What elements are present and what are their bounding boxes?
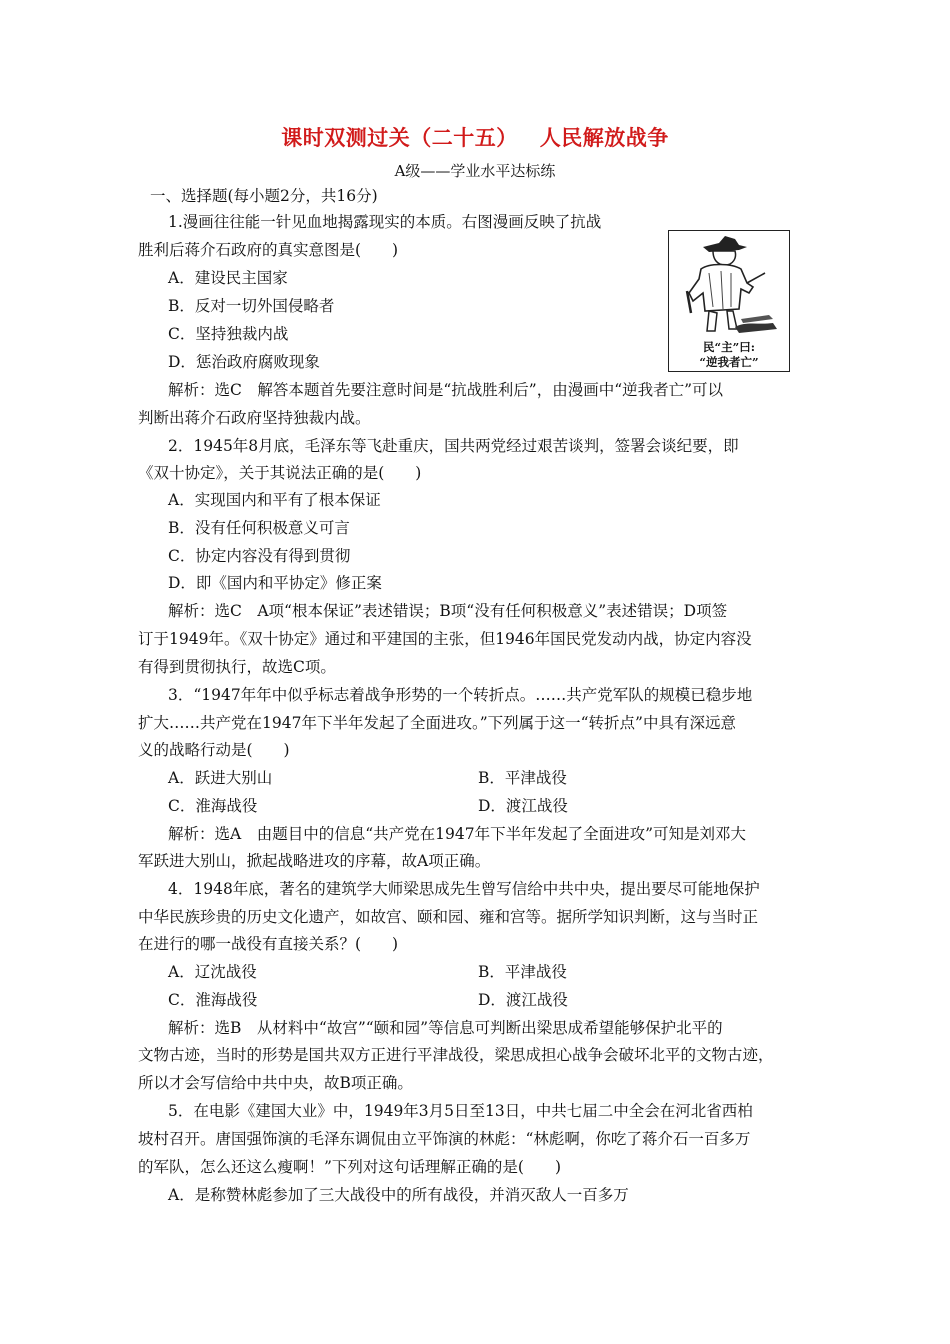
- q2-option-a: A．实现国内和平有了根本保证: [168, 491, 381, 509]
- q4-analysis-line-2: 文物古迹，当时的形势是国共双方正进行平津战役，梁思成担心战争会破坏北平的文物古迹，: [138, 1046, 774, 1064]
- q3-stem-line-1: 3．“1947年年中似乎标志着战争形势的一个转折点。……共产党军队的规模已稳步地: [168, 686, 753, 704]
- q3-option-b: B．平津战役: [478, 769, 567, 787]
- q5-stem-line-2: 坡村召开。唐国强饰演的毛泽东调侃由立平饰演的林彪：“林彪啊，你吃了蒋介石一百多万: [138, 1130, 751, 1148]
- cartoon-caption-1: 民“主”曰:: [703, 340, 755, 354]
- q2-analysis-line-2: 订于1949年。《双十协定》通过和平建国的主张，但1946年国民党发动内战，协定内容没: [138, 630, 752, 648]
- q3-analysis-line-2: 军跃进大别山，掀起战略进攻的序幕，故A项正确。: [138, 852, 491, 870]
- q4-stem-line-2: 中华民族珍贵的历史文化遗产，如故宫、颐和园、雍和宫等。据所学知识判断，这与当时正: [138, 908, 759, 926]
- q3-stem-line-2: 扩大……共产党在1947年下半年发起了全面进攻。”下列属于这一“转折点”中具有深远意: [138, 714, 736, 732]
- q1-analysis-line-2: 判断出蒋介石政府坚持独裁内战。: [138, 409, 371, 427]
- page-title: [0, 122, 950, 152]
- q5-option-a: A．是称赞林彪参加了三大战役中的所有战役，并消灭敌人一百多万: [168, 1186, 629, 1204]
- q4-option-b: B．平津战役: [478, 963, 567, 981]
- q2-option-b: B．没有任何积极意义可言: [168, 519, 350, 537]
- q1-option-c: C．坚持独裁内战: [168, 325, 289, 343]
- q3-option-d: D．渡江战役: [478, 797, 568, 815]
- q1-option-d: D．惩治政府腐败现象: [168, 353, 320, 371]
- q2-option-d: D．即《国内和平协定》修正案: [168, 574, 382, 592]
- q4-stem-line-3: 在进行的哪一战役有直接关系？( ): [138, 935, 399, 953]
- q1-stem-line-2: 胜利后蒋介石政府的真实意图是( ): [138, 241, 399, 259]
- cartoon-image: [668, 230, 790, 372]
- q2-option-c: C．协定内容没有得到贯彻: [168, 547, 351, 565]
- q2-stem-line-1: 2．1945年8月底，毛泽东等飞赴重庆，国共两党经过艰苦谈判，签署会谈纪要，即: [168, 437, 739, 455]
- q4-option-c: C．淮海战役: [168, 991, 258, 1009]
- title-part-2: 人民解放战争: [539, 125, 669, 150]
- q4-option-d: D．渡江战役: [478, 991, 568, 1009]
- q1-option-a: A．建设民主国家: [168, 269, 288, 287]
- q4-option-a: A．辽沈战役: [168, 963, 257, 981]
- page-subtitle: A级——学业水平达标练: [394, 162, 556, 180]
- q4-stem-line-1: 4．1948年底，著名的建筑学大师梁思成先生曾写信给中共中央，提出要尽可能地保护: [168, 880, 760, 898]
- q3-option-a: A．跃进大别山: [168, 769, 273, 787]
- section-heading: 一、选择题(每小题2分，共16分): [150, 187, 378, 205]
- q5-stem-line-1: 5．在电影《建国大业》中，1949年3月5日至13日，中共七届二中全会在河北省西柏: [168, 1102, 753, 1120]
- q5-stem-line-3: 的军队，怎么还这么瘦啊！”下列对这句话理解正确的是( ): [138, 1158, 562, 1176]
- q4-analysis-line-1: 解析：选B 从材料中“故宫”“颐和园”等信息可判断出梁思成希望能够保护北平的: [168, 1019, 723, 1037]
- cartoon-drawing: [669, 231, 789, 339]
- q1-stem-line-1: 1.漫画往往能一针见血地揭露现实的本质。右图漫画反映了抗战: [168, 213, 602, 231]
- q3-stem-line-3: 义的战略行动是( ): [138, 741, 290, 759]
- q2-analysis-line-3: 有得到贯彻执行，故选C项。: [138, 658, 336, 676]
- cartoon-caption-2: “逆我者亡”: [699, 355, 759, 369]
- q4-analysis-line-3: 所以才会写信给中共中央，故B项正确。: [138, 1074, 413, 1092]
- q1-analysis-line-1: 解析：选C 解答本题首先要注意时间是“抗战胜利后”，由漫画中“逆我者亡”可以: [168, 381, 724, 399]
- q2-stem-line-2: 《双十协定》，关于其说法正确的是( ): [138, 464, 422, 482]
- q1-option-b: B．反对一切外国侵略者: [168, 297, 335, 315]
- title-part-1: 课时双测过关（二十五）: [281, 125, 518, 150]
- q3-option-c: C．淮海战役: [168, 797, 258, 815]
- q2-analysis-line-1: 解析：选C A项“根本保证”表述错误；B项“没有任何积极意义”表述错误；D项签: [168, 602, 728, 620]
- q3-analysis-line-1: 解析：选A 由题目中的信息“共产党在1947年下半年发起了全面进攻”可知是刘邓大: [168, 825, 746, 843]
